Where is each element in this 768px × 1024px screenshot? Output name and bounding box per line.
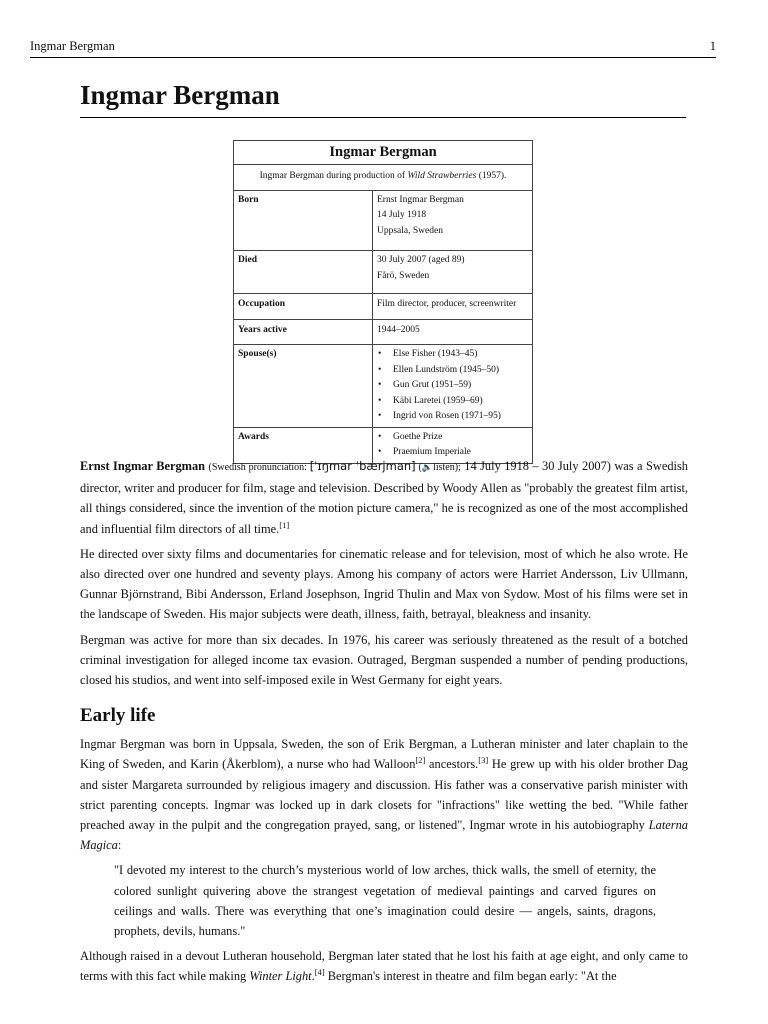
reference-link[interactable]: [4] <box>314 967 325 978</box>
reference-link[interactable]: [3] <box>478 755 489 766</box>
paragraph-filmography: He directed over sixty films and documentaries for cinematic release and for television, most of which he also wrote. He also directed over one hundred and seventy plays. Among his company of actors were Harriet Andersson, Liv Ullmann, Gunnar Björnstrand, Bibi Andersson, Erland Josephson, Ingrid Thulin and Max von Sydow. Most of his films were set in the landscape of Sweden. His major subjects were death, illness, faith, betrayal, bleakness and insanity. <box>80 546 688 622</box>
died-label: Died <box>234 251 373 294</box>
list-item: • Ellen Lundström (1945–50) <box>377 363 528 379</box>
occupation-value: Film director, producer, screenwriter <box>373 294 533 320</box>
infobox <box>233 140 533 464</box>
awards-label: Awards <box>234 427 373 463</box>
listen-close: ); <box>454 462 461 473</box>
born-value <box>373 190 533 251</box>
died-date: 30 July 2007 (aged 89) <box>377 255 465 265</box>
listen-link[interactable]: listen <box>433 462 455 473</box>
page-title: Ingmar Bergman <box>80 78 686 118</box>
intro-paragraph <box>80 456 688 539</box>
occupation-label: Occupation <box>234 294 373 320</box>
ipa-transcription: [ˈɪŋmar ˈbærjman] <box>309 459 416 473</box>
running-header <box>30 38 716 58</box>
reference-link[interactable]: [1] <box>279 519 290 530</box>
early-life-text: He grew up with his older brother Dag and sister Margareta surrounded by religious imagery and discussion. His father was a conservative parish minister with strict parenting concepts. Ingmar was locked up in dark closets for "infractions" like wetting the bed. "While father preached away in the pulpit and the congregation prayed, sang, or listened", Ingmar wrote in his autobiography <box>80 757 688 833</box>
born-label: Born <box>234 190 373 251</box>
pronunciation-open: (Swedish pronunciation: <box>208 462 310 473</box>
early-life-text: Ingmar Bergman was born in Uppsala, Sweden, the son of Erik Bergman, a Lutheran minister and later chaplain to the King of Sweden, and Karin (Åkerblom), a nurse who had Walloon <box>80 737 688 772</box>
running-title: Ingmar Bergman <box>30 39 115 53</box>
list-item: • Else Fisher (1943–45) <box>377 347 528 363</box>
born-name: Ernst Ingmar Bergman <box>377 194 464 205</box>
caption-text: Ingmar Bergman during production of <box>259 171 408 181</box>
faith-text: Bergman's interest in theatre and film began early: "At the <box>324 969 617 984</box>
film-title: Winter Light <box>249 969 312 984</box>
infobox-caption <box>234 165 533 191</box>
years-active-value: 1944–2005 <box>373 319 533 345</box>
subject-name: Ernst Ingmar Bergman <box>80 459 206 473</box>
infobox-title: Ingmar Bergman <box>234 141 533 165</box>
years-active-label: Years active <box>234 319 373 345</box>
section-heading-early-life: Early life <box>80 705 156 727</box>
born-place: Uppsala, Sweden <box>377 225 443 236</box>
intro-text: 14 July 1918 – 30 July 2007) was a Swedish director, writer and producer for film, stage and television. Described by Woody Allen as "probably the greatest film artist, all things considered, since the invention of the motion picture camera," he is recognized as one of the most accomplished and influential film directors of all time. <box>80 459 688 536</box>
speaker-icon[interactable]: 🔈 <box>421 463 434 473</box>
paragraph-early-life <box>80 734 688 855</box>
caption-year: (1957). <box>476 171 507 181</box>
block-quote <box>114 860 656 941</box>
paragraph-career: Bergman was active for more than six decades. In 1976, his career was seriously threatened as the result of a botched criminal investigation for alleged income tax evasion. Outraged, Bergman suspended a number of pending productions, closed his studios, and went into self-imposed exile in West Germany for eight years. <box>80 632 688 688</box>
book-title: Laterna Magica <box>80 818 688 853</box>
born-date: 14 July 1918 <box>377 210 427 220</box>
list-item: • Käbi Laretei (1959–69) <box>377 394 528 410</box>
faith-text: . <box>311 969 315 984</box>
caption-film-title: Wild Strawberries <box>407 171 477 181</box>
spouses-value <box>373 345 533 428</box>
list-item: • Gun Grut (1951–59) <box>377 378 528 394</box>
faith-text: Although raised in a devout Lutheran household, Bergman later stated that he lost his faith at age eight, and only came to terms with this fact while making <box>80 949 688 984</box>
page-number: 1 <box>709 39 716 53</box>
died-value <box>373 251 533 294</box>
early-life-text: ancestors. <box>425 757 479 772</box>
list-item: • Goethe Prize <box>377 430 528 446</box>
reference-link[interactable]: [2] <box>415 755 426 766</box>
early-life-text: : <box>117 838 122 853</box>
died-place: Fårö, Sweden <box>377 270 430 281</box>
listen-open: ( <box>415 462 422 473</box>
paragraph-faith <box>80 946 688 986</box>
spouses-list <box>377 347 528 425</box>
spouses-label: Spouse(s) <box>234 345 373 428</box>
list-item: • Praemium Imperiale <box>377 445 528 461</box>
list-item: • Ingrid von Rosen (1971–95) <box>377 409 528 425</box>
article-body <box>80 456 688 992</box>
quote-text: "I devoted my interest to the church’s mysterious world of low arches, thick walls, the smell of eternity, the colored sunlight quivering above the strangest vegetation of medieval paintings and carved figures on ceilings and walls. There was everything that one’s imagination could desire — angels, saints, dragons, prophets, devils, humans." <box>114 863 656 939</box>
